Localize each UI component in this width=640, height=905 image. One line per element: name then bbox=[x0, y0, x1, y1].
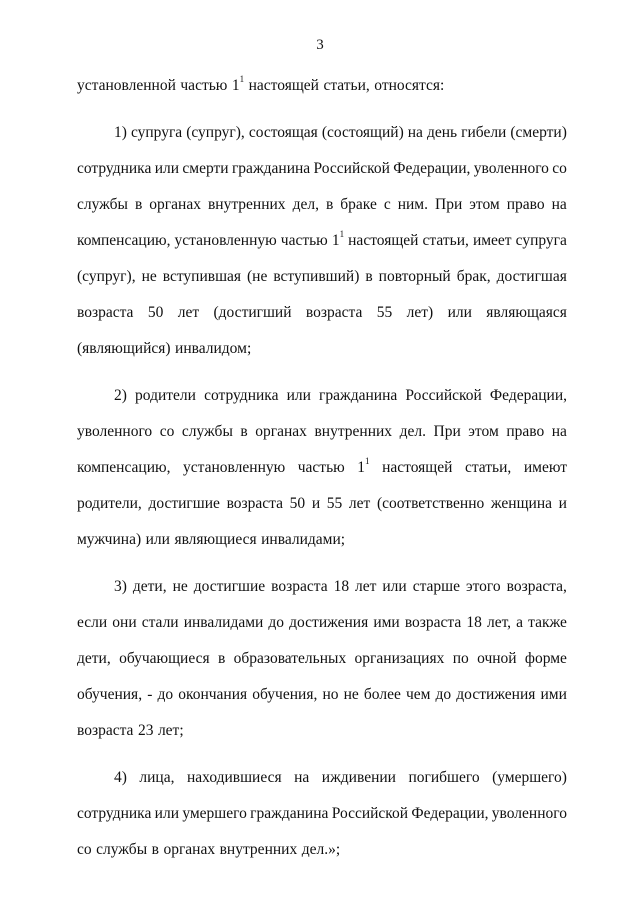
word: или bbox=[154, 805, 179, 822]
word: 1) bbox=[114, 124, 127, 141]
word: гражданина bbox=[250, 805, 329, 822]
word: службы bbox=[96, 841, 148, 858]
word: этого bbox=[465, 578, 501, 595]
superscript: 1 bbox=[239, 73, 245, 84]
word: уволенного bbox=[473, 160, 549, 177]
word: гибели bbox=[461, 124, 507, 141]
word: 50 bbox=[289, 495, 306, 512]
text-line bbox=[77, 68, 567, 104]
word: ими bbox=[540, 686, 567, 703]
text-line bbox=[77, 760, 567, 796]
word: или bbox=[447, 304, 472, 321]
paragraph bbox=[77, 378, 567, 558]
text-line bbox=[77, 605, 567, 641]
word: этом bbox=[468, 423, 499, 440]
document-body bbox=[77, 68, 567, 868]
word: настоящей bbox=[382, 459, 453, 476]
word: не bbox=[343, 686, 359, 703]
word: настоящей bbox=[348, 232, 419, 249]
word: органах bbox=[255, 423, 307, 440]
word: в bbox=[365, 268, 373, 285]
word: возраста bbox=[404, 614, 462, 631]
word: частью bbox=[297, 459, 345, 476]
word: чем bbox=[405, 686, 431, 703]
word: браке bbox=[340, 196, 377, 213]
word: лет bbox=[348, 495, 371, 512]
word: дети, bbox=[77, 650, 111, 667]
word: старше bbox=[412, 578, 460, 595]
word: окончания bbox=[178, 686, 248, 703]
word: или bbox=[382, 578, 407, 595]
word: или bbox=[286, 387, 311, 404]
word: в bbox=[134, 196, 143, 213]
word: этом bbox=[469, 196, 500, 213]
word: ним. bbox=[397, 196, 428, 213]
paragraph-gap bbox=[77, 367, 567, 378]
word: (смерти) bbox=[510, 124, 567, 141]
word: инвалидом; bbox=[175, 340, 252, 357]
word: дел.»; bbox=[301, 841, 341, 858]
word: ими bbox=[373, 614, 400, 631]
text-line bbox=[77, 796, 567, 832]
word: находившиеся bbox=[186, 769, 282, 786]
word: со bbox=[552, 160, 567, 177]
superscript: 1 bbox=[339, 228, 345, 239]
word: гражданина bbox=[319, 387, 398, 404]
word: 55 bbox=[326, 495, 343, 512]
word: по bbox=[452, 650, 469, 667]
word: право bbox=[506, 196, 545, 213]
word: 4) bbox=[114, 769, 127, 786]
word: При bbox=[435, 196, 463, 213]
word: со bbox=[77, 841, 92, 858]
word: возраста bbox=[77, 304, 134, 321]
word: вступившая bbox=[162, 268, 242, 285]
word: Российской bbox=[313, 160, 390, 177]
text-line bbox=[77, 569, 567, 605]
text-line bbox=[77, 414, 567, 450]
word: день bbox=[426, 124, 458, 141]
word: возраста, bbox=[506, 578, 567, 595]
word: брак, bbox=[456, 268, 491, 285]
word: достижения bbox=[289, 614, 369, 631]
word: - bbox=[147, 686, 153, 703]
word: лет, bbox=[486, 614, 512, 631]
word: обучения, bbox=[252, 686, 318, 703]
word: Федерации, bbox=[393, 160, 471, 177]
word: сотрудника bbox=[77, 805, 152, 822]
word: супруга bbox=[130, 124, 183, 141]
word: достигшие bbox=[148, 495, 220, 512]
word: или bbox=[154, 160, 180, 177]
word: в bbox=[151, 841, 159, 858]
word: на bbox=[294, 769, 310, 786]
page-number: 3 bbox=[316, 37, 324, 53]
word: сотрудника bbox=[77, 160, 152, 177]
word: до bbox=[268, 614, 285, 631]
text-line bbox=[77, 187, 567, 223]
word: установленную bbox=[174, 232, 277, 249]
word: супруга bbox=[515, 232, 567, 249]
word: также bbox=[528, 614, 567, 631]
word: частью bbox=[180, 77, 228, 94]
word: (состоящий) bbox=[321, 124, 404, 141]
word: обучения, bbox=[77, 686, 143, 703]
word: не bbox=[172, 578, 188, 595]
word: дети, bbox=[132, 578, 167, 595]
word: 3) bbox=[114, 578, 127, 595]
text-line bbox=[77, 331, 567, 367]
word: уволенного bbox=[77, 423, 153, 440]
word: гражданина bbox=[231, 160, 311, 177]
text-line bbox=[77, 259, 567, 295]
word: инвалидами bbox=[183, 614, 264, 631]
word: инвалидами; bbox=[261, 531, 346, 548]
word: (являющийся) bbox=[77, 340, 171, 357]
word: Федерации, bbox=[411, 805, 489, 822]
word: мужчина) bbox=[77, 531, 142, 548]
word: женщина bbox=[490, 495, 553, 512]
paragraph bbox=[77, 569, 567, 749]
word: Российской bbox=[331, 805, 409, 822]
word: достигшие bbox=[193, 578, 266, 595]
word: являющиеся bbox=[174, 531, 257, 548]
word: лет; bbox=[157, 722, 184, 739]
word: на bbox=[407, 124, 423, 141]
word: повторный bbox=[378, 268, 451, 285]
word: очной bbox=[477, 650, 517, 667]
word: до bbox=[157, 686, 174, 703]
word: в bbox=[240, 423, 248, 440]
word: $1^1$ bbox=[331, 228, 345, 249]
paragraph-gap bbox=[77, 749, 567, 760]
word: возраста bbox=[77, 722, 134, 739]
word: лет) bbox=[406, 304, 434, 321]
word: статьи, bbox=[323, 77, 370, 94]
word: имеет bbox=[472, 232, 512, 249]
word: в bbox=[325, 196, 334, 213]
word: на bbox=[551, 423, 567, 440]
word: внутренних bbox=[207, 196, 286, 213]
text-line bbox=[77, 151, 567, 187]
word: относятся: bbox=[374, 77, 445, 94]
word: возраста bbox=[271, 578, 328, 595]
word: являющаяся bbox=[486, 304, 567, 321]
word: 2) bbox=[114, 387, 127, 404]
word: дел, bbox=[292, 196, 319, 213]
word: более bbox=[363, 686, 401, 703]
paragraph-gap bbox=[77, 558, 567, 569]
word: форме bbox=[524, 650, 567, 667]
word: иждивении bbox=[321, 769, 396, 786]
word: возраста bbox=[305, 304, 363, 321]
text-line bbox=[77, 486, 567, 522]
text-line bbox=[77, 223, 567, 259]
word: 23 bbox=[137, 722, 154, 739]
word: внутренних bbox=[314, 423, 393, 440]
word: внутренних bbox=[219, 841, 298, 858]
word: (умершего) bbox=[492, 769, 567, 786]
word: 18 bbox=[333, 578, 350, 595]
word: если bbox=[77, 614, 108, 631]
word: настоящей bbox=[248, 77, 319, 94]
paragraph-gap bbox=[77, 104, 567, 115]
word: родители bbox=[135, 387, 196, 404]
word: погибшего bbox=[408, 769, 480, 786]
word: они bbox=[112, 614, 137, 631]
word: (достигший bbox=[213, 304, 292, 321]
word: уволенного bbox=[491, 805, 567, 822]
word: Российской bbox=[405, 387, 482, 404]
word: (соответственно bbox=[376, 495, 485, 512]
word: компенсацию, bbox=[77, 459, 171, 476]
word: (не bbox=[247, 268, 268, 285]
word: частью bbox=[280, 232, 328, 249]
text-line bbox=[77, 378, 567, 414]
word: $1^1$ bbox=[357, 455, 370, 476]
word: а bbox=[516, 614, 524, 631]
word: образовательных bbox=[233, 650, 347, 667]
word: (супруг), bbox=[186, 124, 245, 141]
word: до bbox=[435, 686, 452, 703]
paragraph bbox=[77, 760, 567, 868]
text-line bbox=[77, 522, 567, 558]
text-line bbox=[77, 115, 567, 151]
word: статьи, bbox=[464, 459, 512, 476]
word: $1^1$ bbox=[231, 73, 245, 94]
word: возраста bbox=[226, 495, 283, 512]
word: лет bbox=[355, 578, 377, 595]
word: сотрудника bbox=[204, 387, 279, 404]
word: 18 bbox=[466, 614, 482, 631]
word: и bbox=[311, 495, 321, 512]
word: организациях bbox=[354, 650, 445, 667]
word: состоящая bbox=[248, 124, 318, 141]
word: достигшая bbox=[496, 268, 567, 285]
word: органах bbox=[163, 841, 216, 858]
word: лица, bbox=[139, 769, 175, 786]
word: обучающиеся bbox=[119, 650, 210, 667]
word: умершего bbox=[182, 805, 247, 822]
word: 55 bbox=[376, 304, 393, 321]
word: органах bbox=[149, 196, 201, 213]
paragraph bbox=[77, 115, 567, 367]
paragraph bbox=[77, 68, 567, 104]
word: родители, bbox=[77, 495, 142, 512]
superscript: 1 bbox=[365, 455, 370, 466]
word: в bbox=[217, 650, 226, 667]
word: имеют bbox=[523, 459, 567, 476]
word: статьи, bbox=[422, 232, 469, 249]
word: или bbox=[145, 531, 170, 548]
text-line bbox=[77, 295, 567, 331]
text-line bbox=[77, 713, 567, 749]
word: При bbox=[433, 423, 461, 440]
word: не bbox=[141, 268, 157, 285]
word: службы bbox=[181, 423, 233, 440]
text-line bbox=[77, 677, 567, 713]
word: на bbox=[551, 196, 567, 213]
word: лет bbox=[177, 304, 200, 321]
word: со bbox=[159, 423, 175, 440]
word: право bbox=[506, 423, 545, 440]
text-line bbox=[77, 832, 567, 868]
word: и bbox=[558, 495, 567, 512]
word: вступивший) bbox=[273, 268, 360, 285]
word: но bbox=[322, 686, 339, 703]
word: установленной bbox=[77, 77, 176, 94]
word: компенсацию, bbox=[77, 232, 171, 249]
word: службы bbox=[77, 196, 128, 213]
word: 50 bbox=[147, 304, 164, 321]
word: смерти bbox=[182, 160, 229, 177]
text-line bbox=[77, 641, 567, 677]
word: установленную bbox=[183, 459, 286, 476]
word: достижения bbox=[456, 686, 536, 703]
word: Федерации, bbox=[489, 387, 567, 404]
word: стали bbox=[141, 614, 179, 631]
text-line bbox=[77, 450, 567, 486]
word: дел. bbox=[399, 423, 426, 440]
word: (супруг), bbox=[77, 268, 136, 285]
word: с bbox=[383, 196, 391, 213]
